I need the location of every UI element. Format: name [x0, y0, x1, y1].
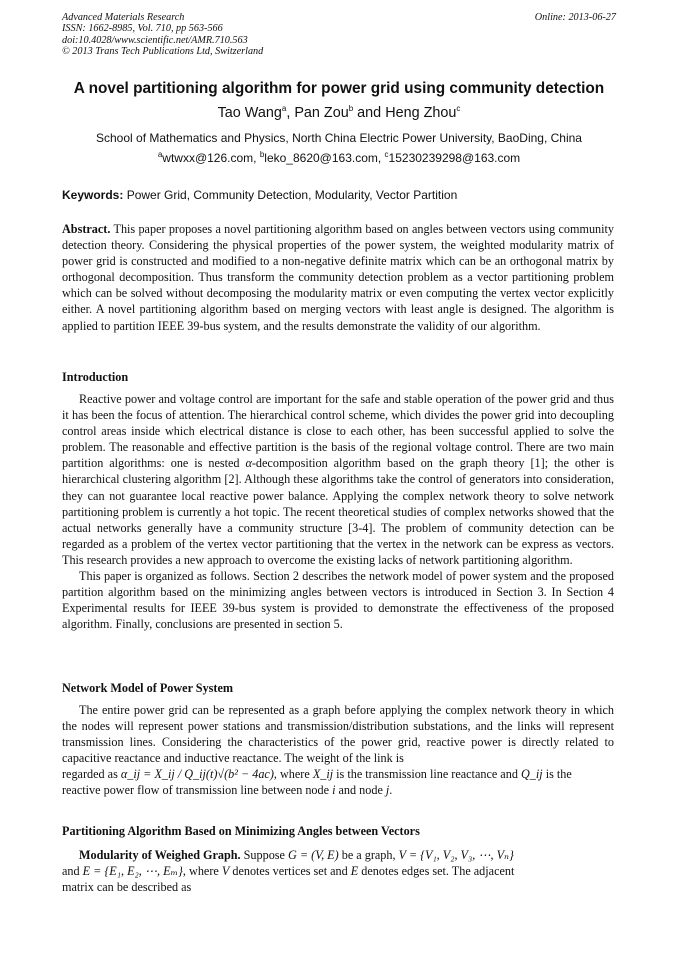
email-mark: a — [157, 150, 163, 159]
author-name: Tao Wang — [217, 105, 282, 121]
network-text-3c: . — [389, 783, 393, 798]
reactive-flow-symbol: Q_ij — [520, 767, 543, 782]
section-heading-introduction: Introduction — [62, 370, 129, 384]
partition-text-1a: Suppose — [243, 848, 285, 862]
node-j: j — [385, 783, 390, 798]
network-text-3a: reactive power flow of transmission line between node — [62, 783, 330, 798]
paper-title: A novel partitioning algorithm for power grid using community detection — [73, 80, 605, 97]
author-and: and — [357, 105, 382, 121]
journal-header — [62, 12, 263, 58]
network-text-1: The entire power grid can be represented as a graph before applying the complex network theory in which the nodes will represent power stations and transmission/distribution substations, and the links will represent transmission lines. Considering the characteristics of the power grid, reactive power is directly related to capacitive reactance and inductive reactance. The weight of the link is — [62, 703, 614, 766]
section-heading-partitioning: Partitioning Algorithm Based on Minimizing Angles between Vectors — [62, 824, 420, 838]
partition-text-1b: be a graph, — [341, 848, 396, 862]
node-i: i — [332, 783, 336, 798]
abstract — [62, 221, 614, 334]
network-model-body — [62, 702, 614, 799]
issn-line: ISSN: 1662-8985, Vol. 710, pp 563-566 — [62, 23, 223, 35]
author-mark: b — [348, 104, 354, 114]
author-name: Heng Zhou — [385, 105, 457, 121]
edge-symbol: E — [350, 864, 359, 879]
intro-paragraph — [62, 391, 614, 568]
vertex-set: V = {V₁, V₂, V₃, ⋯, Vₙ} — [398, 848, 514, 862]
graph-definition: G = (V, E) — [288, 848, 339, 862]
partitioning-body — [62, 847, 614, 895]
email-address: wtwxx@126.com — [162, 151, 254, 165]
email-mark: c — [384, 150, 389, 159]
doi-line: doi:10.4028/www.scientific.net/AMR.710.563 — [62, 34, 248, 46]
partition-text-2d: denotes edges set. The adjacent — [361, 864, 515, 879]
weight-formula: α_ij = X_ij / Q_ij(t)√(b² − 4ac) — [120, 767, 274, 782]
network-text-lead: regarded as — [62, 767, 118, 782]
keywords-label: Keywords: — [62, 188, 124, 202]
email-mark: b — [259, 150, 265, 159]
email-list: $^a$wtwxx@126.com, $^b$leko_8620@163.com, $^c$15230239298@163.com — [157, 150, 521, 165]
intro-paragraph: This paper is organized as follows. Section 2 describes the network model of power system and the proposed partition algorithm based on the minimizing angles between vectors is introduced in Section 3. In Section 4 Experimental results for IEEE 39-bus system is provided to demonstrate the effectiveness of the proposed algorithm. Finally, conclusions are presented in section 5. — [62, 569, 614, 632]
author-list: Tao Wang$^a$, Pan Zou$^b$ and Heng Zhou$^c$ — [217, 104, 461, 121]
section-heading-network-model: Network Model of Power System — [62, 681, 234, 695]
network-text-mid2: is the transmission line reactance and — [336, 767, 518, 782]
introduction-body — [62, 391, 614, 632]
affiliation: School of Mathematics and Physics, North China Electric Power University, BaoDing, China — [96, 131, 582, 145]
intro-text-b: -decomposition algorithm based on the graph theory [1]; the other is hierarchical clustering algorithm [2]. Although these algorithms take the control of generators into consideration, they can not guarantee local reactive power balance. Applying the complex network theory to solve network partitioning problem is currently a hot topic. The recent theoretical studies of complex networks showed that the actual networks generally have a community structure [3-4]. The problem of community detection can be regarded as a problem of the vertex vector partitioning that the vertex in the network can be express as vectors. This research provides a new approach to overcome the existing lacks of network partitioning algorithm. — [62, 456, 615, 567]
edge-set: E = {E₁, E₂, ⋯, Eₘ} — [82, 864, 183, 879]
partition-text-2b: , where — [182, 864, 219, 879]
abstract-text: This paper proposes a novel partitioning algorithm based on angles between vectors using community detection theory. Considering the physical properties of the power system, the weighted modularity matrix of power grid is constructed and modified to a non-negative definite matrix which can be an orthogonal matrix by orthogonal decomposition. Thus transform the community detection problem as a vector partitioning problem which can be solved without decomposing the modularity matrix or even computing the vertex vector explicitly either. A novel partitioning algorithm based on merging vectors with least angle is designed. The algorithm is applied to partition IEEE 39-bus system, and the results demonstrate the validity of our algorithm. — [62, 222, 614, 333]
partition-text-3: matrix can be described as — [62, 880, 192, 895]
reactance-symbol: X_ij — [312, 767, 334, 782]
journal-name: Advanced Materials Research — [62, 12, 185, 23]
partitioning-paragraph — [62, 847, 614, 895]
author-mark: a — [281, 104, 287, 114]
vertex-symbol: V — [221, 864, 230, 879]
email-address: leko_8620@163.com — [264, 151, 378, 165]
online-date: Online: 2013-06-27 — [534, 12, 616, 23]
keywords — [62, 187, 622, 203]
keywords-text: Power Grid, Community Detection, Modularity, Vector Partition — [126, 188, 458, 202]
abstract-label: Abstract. — [62, 222, 111, 236]
network-text-mid: , where — [273, 767, 310, 782]
alpha-symbol: α — [245, 456, 252, 471]
author-mark: c — [456, 104, 461, 114]
subsection-label: Modularity of Weighed Graph. — [79, 848, 241, 862]
partition-text-2a: and — [62, 864, 80, 879]
author-name: Pan Zou — [294, 105, 349, 121]
intro-text-a: Reactive power and voltage control are important for the safe and stable operation of the power grid and thus it has been the focus of attention. The hierarchical control scheme, which divides the power grid into decoupling control areas inside which electrical distance is close to each other, has been successful applied to solve the problem. The reasonable and effective partition is the basis of the regional voltage control. There are two main partition algorithms: one is nested — [62, 392, 614, 471]
copyright-line: © 2013 Trans Tech Publications Ltd, Switzerland — [62, 46, 264, 58]
email-address: 15230239298@163.com — [388, 151, 521, 165]
network-text-3b: and node — [338, 783, 383, 798]
network-paragraph — [62, 702, 614, 799]
network-text-tail: is the — [545, 767, 572, 782]
partition-text-2c: denotes vertices set and — [232, 864, 348, 879]
